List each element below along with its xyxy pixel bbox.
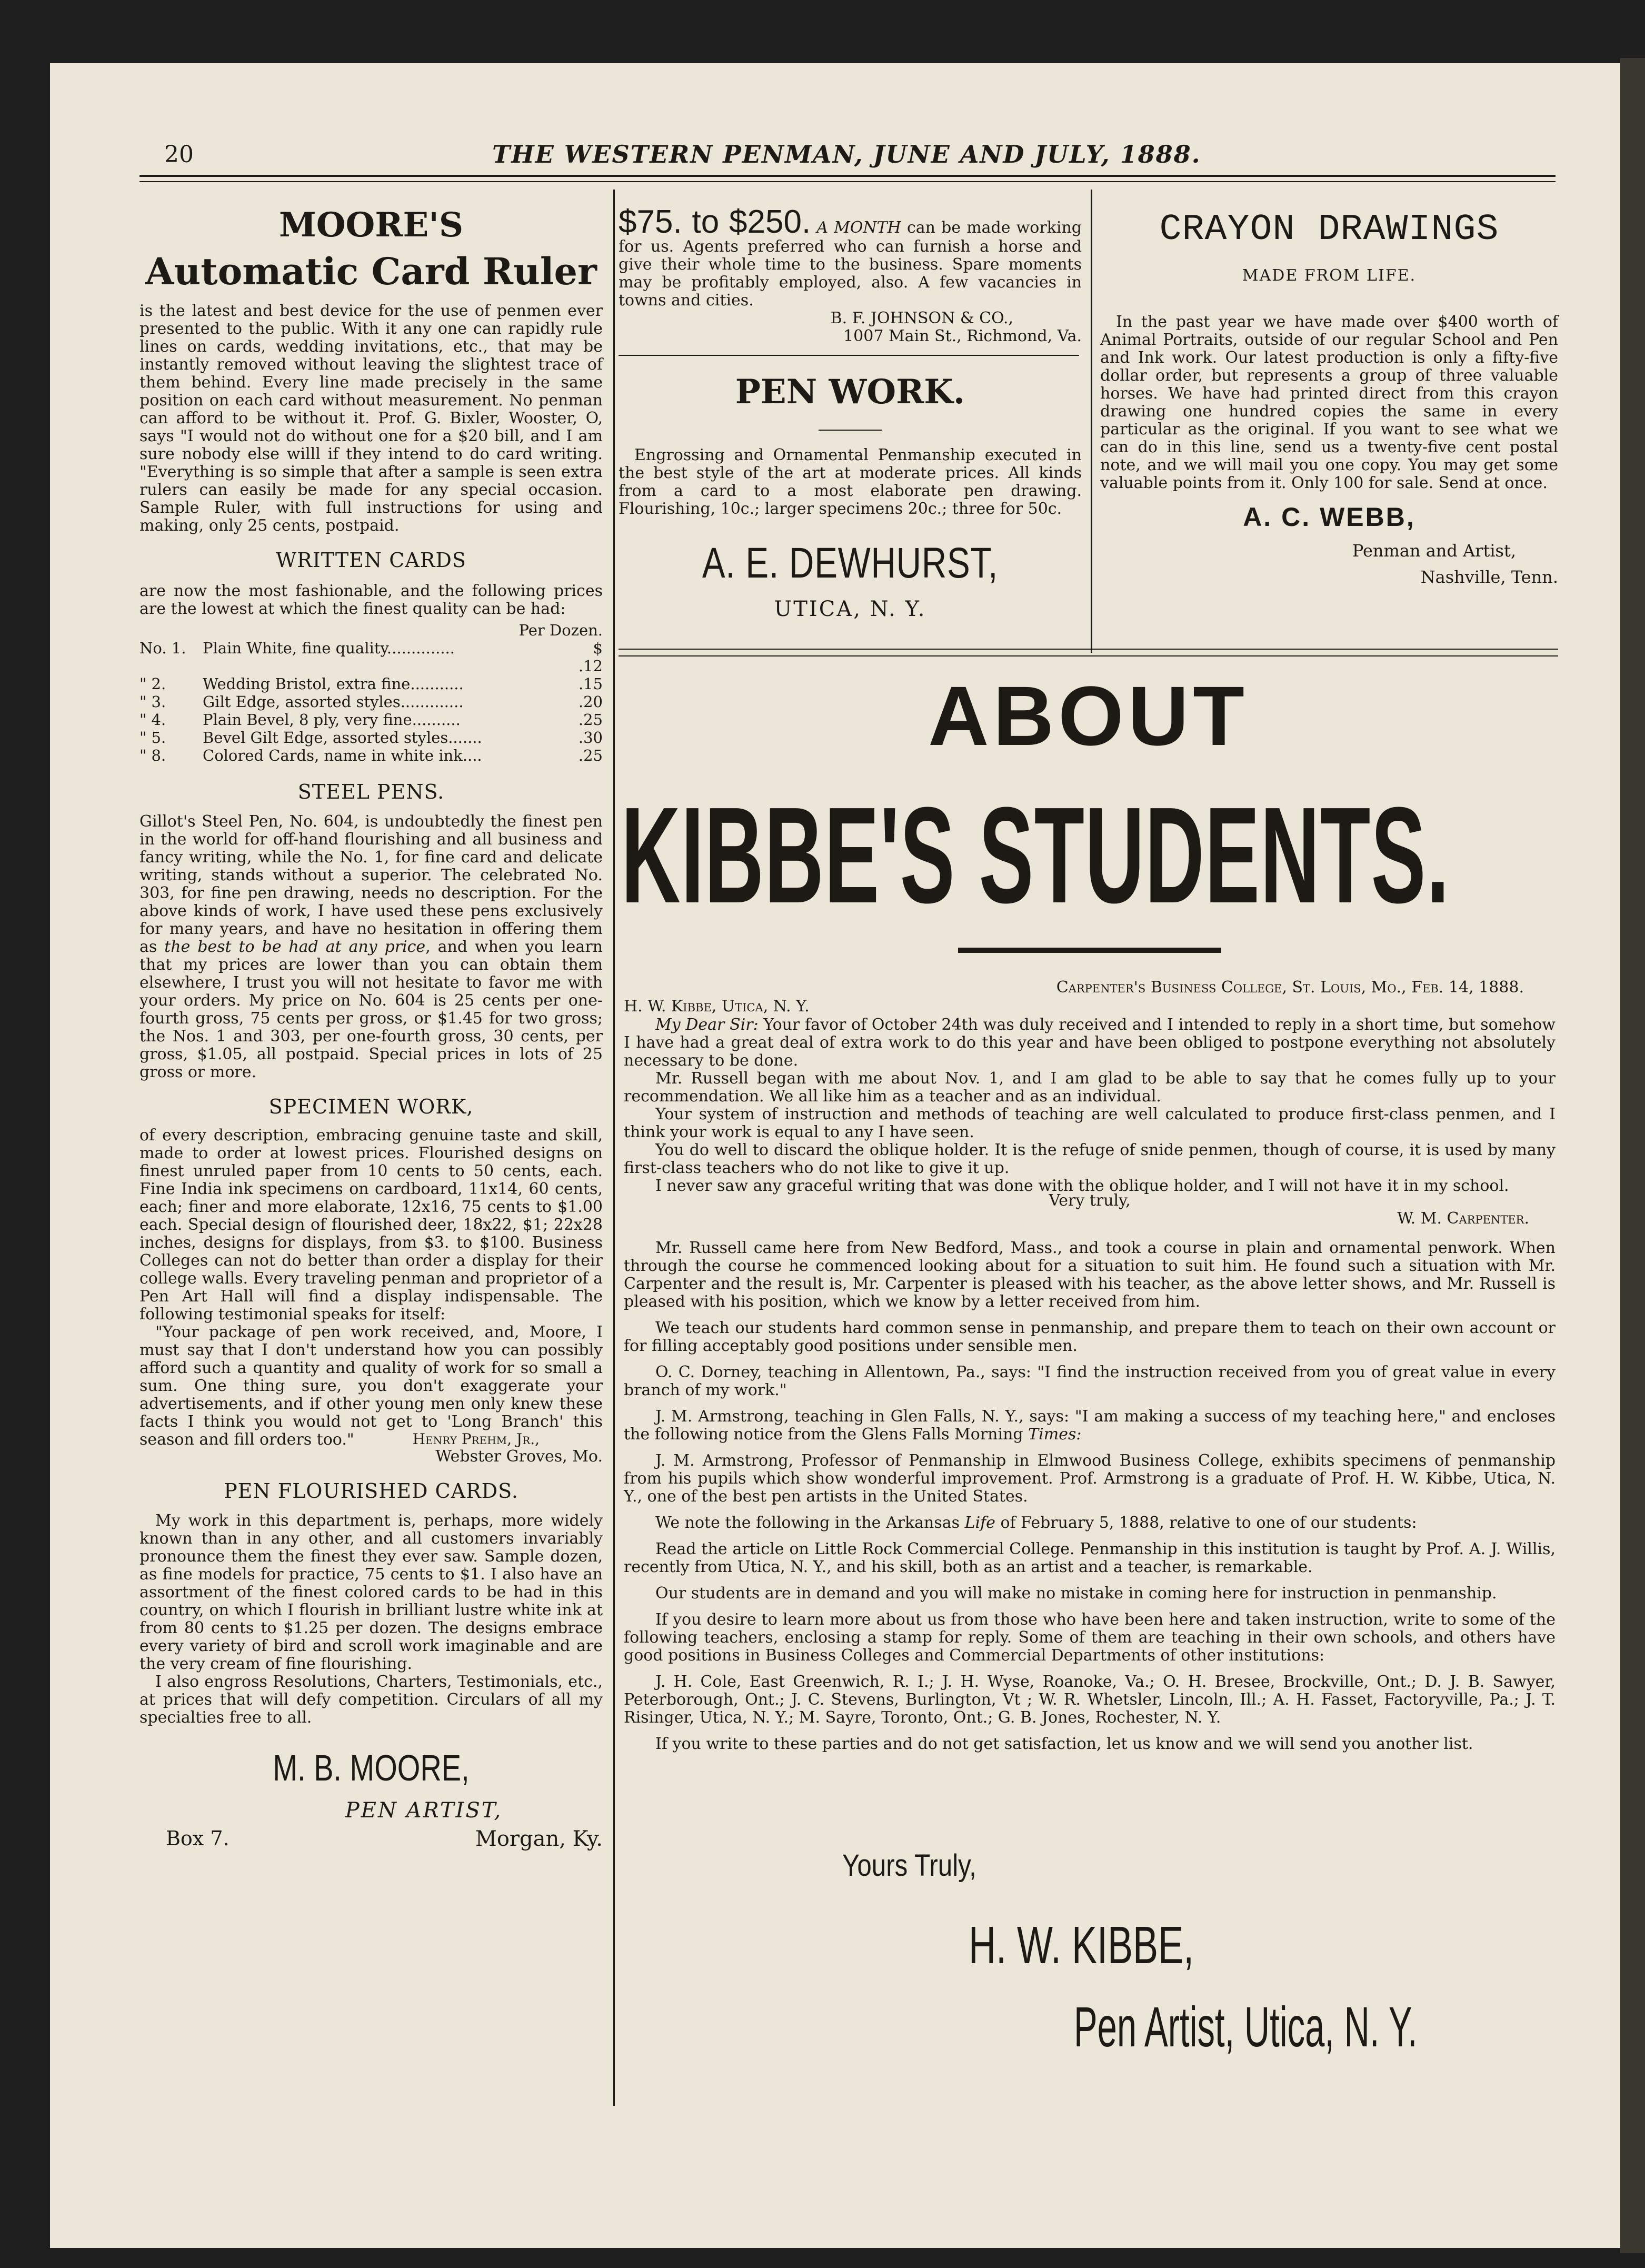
price-row: " 4. Plain Bevel, 8 ply, very fine.......... .25 [139, 711, 603, 729]
header-rule-bottom [139, 181, 1556, 182]
specimen-heading: SPECIMEN WORK, [268, 1095, 474, 1118]
letter-signature: W. M. Carpenter. [1397, 1209, 1529, 1228]
kibbe-title: Pen Artist, Utica, N. Y. [1074, 1995, 1418, 2058]
crayon-heading: CRAYON DRAWINGS [1159, 209, 1499, 251]
price-list [139, 639, 603, 764]
ruler-title: Automatic Card Ruler [145, 250, 597, 293]
kibbe-students: KIBBE'S STUDENTS. [621, 779, 1450, 932]
column-divider-2 [1091, 190, 1092, 653]
moore-ruler-ad [139, 205, 603, 1851]
kibbe-name: H. W. KIBBE, [969, 1916, 1194, 1975]
p-write: If you write to these parties and do not get satisfaction, let us know and we will send you another list. [655, 1735, 1473, 1753]
flourished-heading: PEN FLOURISHED CARDS. [224, 1479, 519, 1503]
p-arkansas: We note the following in the Arkansas Life of February 5, 1888, relative to one of our students: [655, 1514, 1417, 1532]
specimen-body: of every description, embracing genuine taste and skill, made to order at lowest prices. Flourished designs on finest unruled paper from 10 cents to 50 cents, each. Fine India ink specimens on cardboard, 11x14, 60 cents, each; finer and more elaborate, 12x16, 75 cents to $1.00 each. Special design of flourished deer, 18x22, $1; 22x28 inches, designs for displays, from $3. to $100. Business Colleges can not do better than order a display for their college walls. Every traveling penman and proprietor of a Pen Art Hall will find a display indispensable. The following testimonial speaks for itself: [139, 1126, 603, 1324]
crayon-ad [1100, 206, 1558, 587]
p-willis: Read the article on Little Rock Commercial College. Penmanship in this institution is taught by Prof. A. J. Willis, recently from Utica, N. Y., and his skill, both as an artist and a teacher, is remarkable. [624, 1540, 1556, 1576]
testimonial: "Your package of pen work received, and, Moore, I must say that I don't understand how you can possibly afford such a quantity and quality of work for so small a sum. One thing sure, you don't exaggerate your advertisements, and if other young men only knew these facts I think you would not get to 'Long Branch' this season and fill orders too." [139, 1323, 603, 1449]
per-dozen-label: Per Dozen. [519, 621, 603, 639]
month-ad-body: $75. to $250. A MONTH can be made working for us. Agents preferred who can furnish a horse and give their whole time to the business. Spare moments may be profitably employed, also. A few vacancies in towns and cities. [619, 204, 1082, 310]
dewhurst-city: UTICA, N. Y. [774, 597, 926, 621]
month-italic: A MONTH [816, 218, 901, 237]
johnson-ad [619, 206, 1082, 345]
book-spine [1620, 58, 1645, 2253]
letter-p4: You do well to discard the oblique holder. It is the refuge of snide penmen, though of course, it is used by many first-class teachers who do not like to give it up. [624, 1141, 1556, 1177]
kibbe-letter [624, 978, 1556, 1753]
p-dorney: O. C. Dorney, teaching in Allentown, Pa., says: "I find the instruction received from you of great value in every branch of my work." [624, 1363, 1556, 1399]
moore-signature-name: M. B. MOORE, [273, 1747, 470, 1788]
steel-pens-heading: STEEL PENS. [297, 780, 445, 803]
dewhurst-name: A. E. DEWHURST, [702, 539, 999, 587]
p-russell: Mr. Russell came here from New Bedford, Mass., and took a course in plain and ornamental penwork. When through the course he commenced looking about for a situation to suit him. He found such a situation with Mr. Carpenter and the result is, Mr. Carpenter is pleased with his teacher, as the above letter shows, and Mr. Russell is pleased with his position, which we know by a letter received from him. [624, 1239, 1556, 1311]
letter-p5: I never saw any graceful writing that was done with the oblique holder, and I will not have it in my school. [655, 1177, 1509, 1195]
penwork-short-rule [819, 430, 882, 431]
p-list: J. H. Cole, East Greenwich, R. I.; J. H. Wyse, Roanoke, Va.; O. H. Bresee, Brockville, Ont.; D. J. B. Sawyer, Peterborough, Ont.; J. C. Stevens, Burlington, Vt ; W. R. Whetsler, Lincoln, Ill.; A. H. Fasset, Factoryville, Pa.; J. T. Risinger, Utica, N. Y.; M. Sayre, Toronto, Ont.; G. B. Jones, Rochester, N. Y. [624, 1673, 1556, 1727]
webb-title: Penman and Artist, [1352, 541, 1516, 561]
p-armstrong-1: J. M. Armstrong, teaching in Glen Falls, N. Y., says: "I am making a success of my teaching here," and encloses the following notice from the Glens Falls Morning Times: [624, 1407, 1556, 1444]
kibbe-bar [958, 948, 1221, 953]
penwork-ad [619, 369, 1082, 621]
written-cards-intro: are now the most fashionable, and the following prices are the lowest at which the finest quality can be had: [139, 582, 603, 618]
month-address: 1007 Main St., Richmond, Va. [843, 327, 1082, 345]
month-company: B. F. JOHNSON & CO., [830, 309, 1013, 327]
price-row: " 8. Colored Cards, name in white ink.... .25 [139, 747, 603, 764]
p-demand: Our students are in demand and you will make no mistake in coming here for instruction in penmanship. [655, 1584, 1497, 1603]
ruler-body: is the latest and best device for the use of penmen ever presented to the public. With it any one can rapidly rule lines on cards, wedding invitations, etc., that may be instantly removed without leaving the slightest trace of them behind. Every line made precisely in the same position on each card without measurement. No penman can afford to be without it. Prof. G. Bixler, Wooster, O, says "I would not do without one for a $20 bill, and I am sure nobody else willl if they intend to do card writing. "Everything is so simple that after a sample is seen extra rulers can easily be made for any special occasion. Sample Ruler, with full instructions for using and making, only 25 cents, postpaid. [139, 302, 603, 535]
penwork-body: Engrossing and Ornamental Penmanship executed in the best style of the art at moderate prices. All kinds from a card to a most elaborate pen drawing. Flourishing, 10c.; larger specimens 20c.; three for 50c. [619, 446, 1082, 518]
letter-p1: My Dear Sir: Your favor of October 24th was duly received and I intended to reply in a short time, but somehow I have had a great deal of extra work to do this year and have been obliged to postpone everything not absolutely necessary to be done. [624, 1016, 1556, 1070]
price-row: No. 1. Plain White, fine quality.............. $ .12 [139, 639, 603, 675]
penwork-heading: PEN WORK. [735, 372, 965, 412]
price-row: " 2. Wedding Bristol, extra fine........... .15 [139, 675, 603, 693]
p-learn: If you desire to learn more about us from those who have been here and taken instruction, write to some of the following teachers, enclosing a stamp for reply. Some of them are teaching in their own schools, and others have good positions in Business Colleges and Commercial Departments of other institutions: [624, 1610, 1556, 1665]
price-row: " 5. Bevel Gilt Edge, assorted styles....... .30 [139, 729, 603, 747]
steel-pens-body: Gillot's Steel Pen, No. 604, is undoubtedly the finest pen in the world for off-hand flourishing and all business and fancy writing, while the No. 1, for fine card and delicate writing, stands without a superior. The celebrated No. 303, for fine pen drawing, needs no description. For the above kinds of work, I have used these pens exclusively for many years, and have no hesitation in offering them as the best to be had at any price, and when you learn that my prices are lower than you can obtain them elsewhere, I trust you will not hesitate to favor me with your orders. My price on No. 604 is 25 cents per one-fourth gross, 75 cents per gross, or $1.45 for two gross; the Nos. 1 and 303, per one-fourth gross, 30 cents, per gross, $1.05, all postpaid. Special prices in lots of 25 gross or more. [139, 812, 603, 1081]
yours-truly: Yours Truly, [842, 1848, 976, 1883]
moore-title: MOORE'S [278, 205, 464, 245]
written-cards-heading: WRITTEN CARDS [276, 549, 466, 572]
webb-city: Nashville, Tenn. [1420, 567, 1558, 587]
month-price: $75. to $250. [619, 204, 811, 240]
header-rule-top [139, 175, 1556, 177]
p-teach: We teach our students hard common sense in penmanship, and prepare them to teach on their own account or for filling acceptably good positions under sensible men. [624, 1319, 1556, 1355]
testimonial-place: Webster Groves, Mo. [435, 1447, 603, 1466]
kibbe-about: ABOUT [928, 669, 1249, 763]
flourished-body: My work in this department is, perhaps, more widely known than in any other, and all customers invariably pronounce them the finest they ever saw. Sample dozen, as fine models for practice, 75 cents to $1. I also have an assortment of the finest colored cards to be had in this country, on which I flourish in brilliant lustre white ink at from 80 cents to $1.25 per dozen. The designs embrace every variety of bird and scroll work imaginable and are the very cream of fine flourishing. [139, 1511, 603, 1673]
col2-divider [619, 355, 1079, 356]
crayon-sub: MADE FROM LIFE. [1242, 266, 1417, 285]
testimonial-name: Henry Prehm, Jr., [412, 1430, 540, 1448]
kibbe-rule-top-2 [619, 655, 1558, 656]
kibbe-dateline: Carpenter's Business College, St. Louis, Mo., Feb. 14, 1888. [1056, 978, 1524, 997]
moore-box: Box 7. [166, 1827, 230, 1850]
webb-name: A. C. WEBB, [1243, 502, 1415, 532]
engross-body: I also engross Resolutions, Charters, Testimonials, etc., at prices that will defy competition. Circulars of all my specialties free to all. [139, 1673, 603, 1727]
moore-address-row [139, 1827, 603, 1851]
letter-p3: Your system of instruction and methods of teaching are well calculated to produce first-class penmen, and I think your work is equal to any I have seen. [624, 1105, 1556, 1141]
kibbe-addressee: H. W. Kibbe, Utica, N. Y. [624, 997, 810, 1016]
moore-signature-title: PEN ARTIST, [345, 1798, 503, 1823]
page-title: THE WESTERN PENMAN, JUNE AND JULY, 1888. [492, 140, 1201, 168]
page-number: 20 [164, 141, 194, 168]
column-divider-1 [613, 190, 615, 2106]
price-row: " 3. Gilt Edge, assorted styles............. .20 [139, 693, 603, 711]
kibbe-rule-top [619, 649, 1558, 650]
crayon-body: In the past year we have made over $400 worth of Animal Portraits, outside of our regular School and Pen and Ink work. Our latest production is only a fifty-five dollar order, but represents a group of three valuable horses. We have had printed direct from this crayon drawing one hundred copies the same in every particular as the original. If you want to see what we can do in this line, send us a twenty-five cent postal note, and we will mail you one copy. You may get some valuable points from it. Only 100 for sale. Send at once. [1100, 313, 1558, 492]
p-armstrong-2: J. M. Armstrong, Professor of Penmanship in Elmwood Business College, exhibits specimens of penmanship from his pupils which show wonderful improvement. Prof. Armstrong is a graduate of Prof. H. W. Kibbe, Utica, N. Y., one of the best pen artists in the United States. [624, 1451, 1556, 1506]
moore-town: Morgan, Ky. [475, 1827, 603, 1851]
very-truly: Very truly, [1049, 1191, 1131, 1210]
letter-p2: Mr. Russell began with me about Nov. 1, and I am glad to be able to say that he comes fully up to your recommendation. We all like him as a teacher and as an individual. [624, 1069, 1556, 1106]
